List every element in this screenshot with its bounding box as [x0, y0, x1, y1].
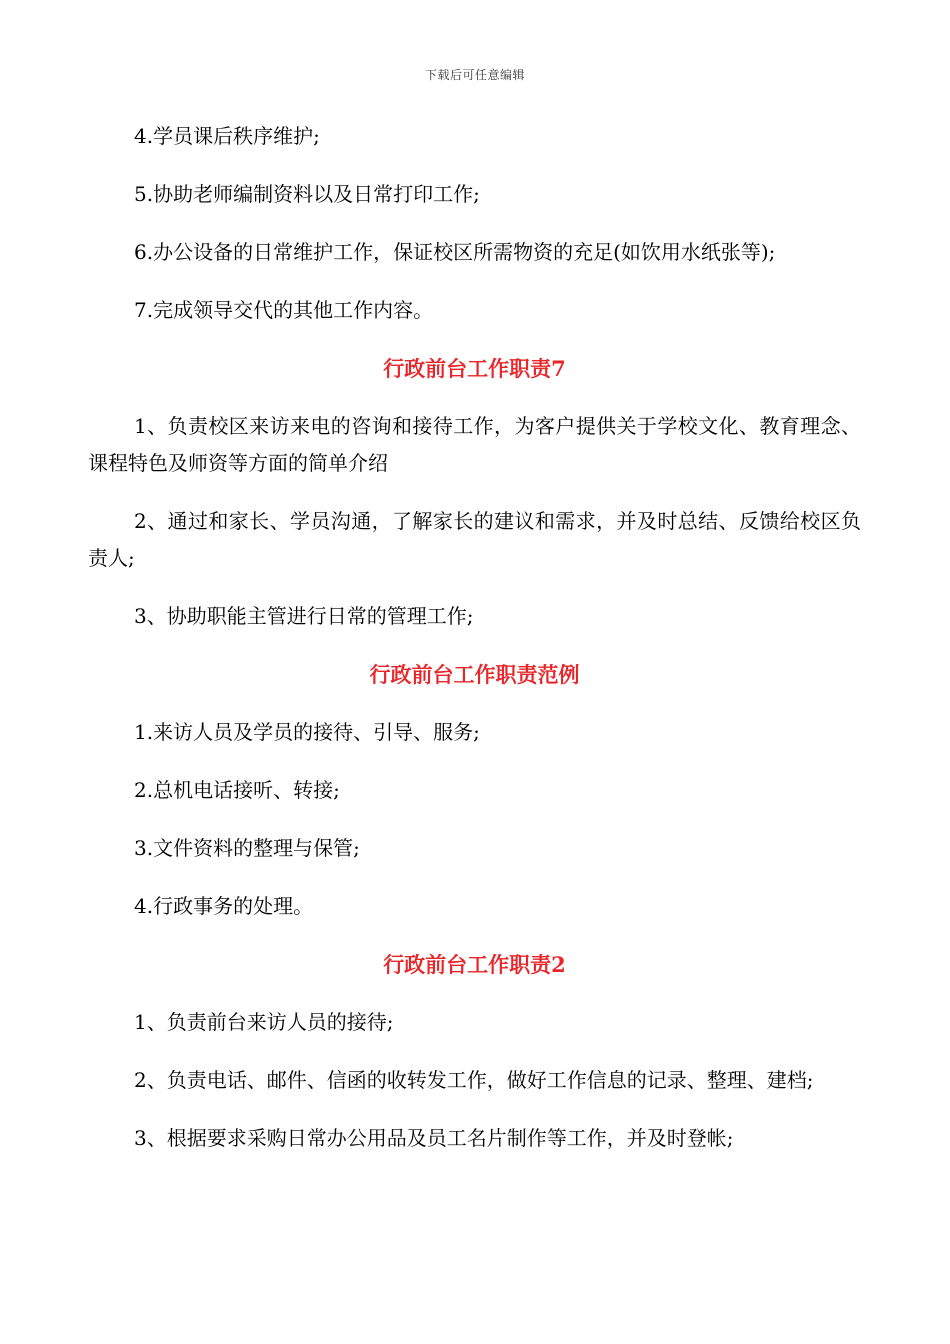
document-body — [88, 118, 861, 1157]
paragraph: 1、负责前台来访人员的接待; — [134, 1010, 394, 1034]
list-item: 1.来访人员及学员的接待、引导、服务; — [134, 720, 480, 744]
list-item: 4.学员课后秩序维护; — [134, 124, 320, 148]
header-note: 下载后可任意编辑 — [424, 68, 525, 82]
list-item: 3.文件资料的整理与保管; — [134, 836, 360, 860]
list-item: 7.完成领导交代的其他工作内容。 — [134, 298, 434, 322]
paragraph: 2、负责电话、邮件、信函的收转发工作，做好工作信息的记录、整理、建档; — [134, 1068, 814, 1092]
section-heading: 行政前台工作职责7 — [383, 356, 566, 381]
list-item: 4.行政事务的处理。 — [134, 894, 314, 918]
list-item: 2.总机电话接听、转接; — [134, 778, 340, 802]
list-item: 5.协助老师编制资料以及日常打印工作; — [134, 182, 480, 206]
paragraph: 3、根据要求采购日常办公用品及员工名片制作等工作，并及时登帐; — [134, 1126, 734, 1150]
list-item: 6.办公设备的日常维护工作，保证校区所需物资的充足(如饮用水纸张等); — [134, 240, 776, 264]
paragraph: 1、负责校区来访来电的咨询和接待工作，为客户提供关于学校文化、教育理念、课程特色及师资等方面的简单介绍 — [88, 414, 861, 475]
paragraph: 3、协助职能主管进行日常的管理工作; — [134, 604, 474, 628]
section-heading: 行政前台工作职责2 — [383, 952, 566, 977]
paragraph: 2、通过和家长、学员沟通，了解家长的建议和需求，并及时总结、反馈给校区负责人; — [88, 509, 861, 570]
section-heading: 行政前台工作职责范例 — [369, 662, 580, 687]
